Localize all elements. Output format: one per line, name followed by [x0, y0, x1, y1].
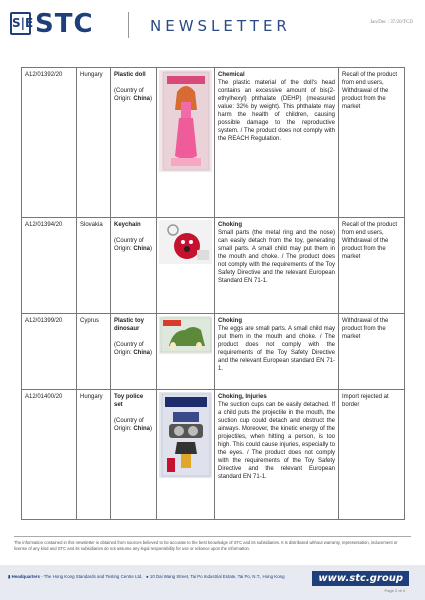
risk-description [215, 314, 339, 390]
measures-taken: Import rejected at border [339, 390, 405, 520]
hq-address: 10 Dai Wang Street, Tai Po Industrial Estate, Tai Po, N.T., Hong Kong [149, 574, 285, 579]
product-name: Plastic doll [114, 72, 146, 78]
risk-description [215, 218, 339, 314]
building-icon: ▮ [8, 574, 11, 579]
origin-country: China [133, 96, 151, 102]
hq-org: - The Hong Kong Standards and Testing Centre Ltd. [39, 574, 143, 579]
risk-type: Choking, Injuries [218, 394, 267, 400]
measures-taken: Recall of the product from end users, Withdrawal of the product from the market [339, 218, 405, 314]
risk-description [215, 68, 339, 218]
notification-id: A12/01394/20 [22, 218, 77, 314]
notifying-country: Slovakia [77, 218, 111, 314]
toy-police-set-photo [159, 392, 212, 478]
headquarters-info [8, 574, 285, 580]
origin-label: (Country of Origin: China) [114, 418, 153, 432]
notifying-country: Hungary [77, 68, 111, 218]
plastic-doll-photo [159, 70, 212, 172]
notification-id: A12/01400/20 [22, 390, 77, 520]
reference-code: Jan/Dec : 37/20/TCD [370, 20, 413, 25]
page-number: Page 2 of 4 [384, 588, 405, 593]
toy-dinosaur-photo [159, 316, 212, 354]
stc-logo-icon: S|E [10, 12, 31, 35]
risk-type: Chemical [218, 72, 245, 78]
product-image-cell [157, 314, 215, 390]
risk-type: Choking [218, 318, 242, 324]
newsletter-title: NEWSLETTER [150, 17, 291, 35]
notification-id: A12/01392/20 [22, 68, 77, 218]
product-cell [111, 314, 157, 390]
origin-country: China [133, 350, 151, 356]
product-image-cell [157, 68, 215, 218]
risk-type: Choking [218, 222, 242, 228]
website-link[interactable]: www.stc.group [312, 571, 409, 586]
measures-taken: Recall of the product from end users, Withdrawal of the product from the market [339, 68, 405, 218]
recall-table [21, 67, 405, 520]
notifying-country: Cyprus [77, 314, 111, 390]
product-image-cell [157, 390, 215, 520]
table-row [22, 218, 405, 314]
origin-label: (Country of Origin: China) [114, 342, 153, 356]
description-text: The suction cups can be easily detached. If a child puts the projectile in the mouth, the suction cup could detach and obstruct the airways. Moreover, the kinetic energy of the projectiles, when hitting a person, is too high. This could cause injuries, especially to the eyes. / The product does not comply with the requirements of the Toy Safety Directive and the relevant European standard EN 71-1. [218, 402, 335, 480]
product-name: Toy police set [114, 394, 144, 408]
origin-label: (Country of Origin: China) [114, 238, 153, 252]
product-cell [111, 218, 157, 314]
description-text: Small parts (the metal ring and the nose) can easily detach from the toy, generating small parts. A small child may put them in the mouth and choke. / The product does not comply with the requirements of the Toy Safety Directive and the relevant European Standard EN 71-1. [218, 230, 335, 284]
product-image-cell [157, 218, 215, 314]
page-header [0, 0, 425, 48]
description-text: The eggs are small parts. A small child may put them in the mouth and choke. / The product does not comply with the requirements of the Toy Safety Directive and the relevant European standard EN 71-1. [218, 326, 335, 372]
product-cell [111, 68, 157, 218]
risk-description [215, 390, 339, 520]
header-divider [128, 12, 129, 38]
notification-id: A12/01399/20 [22, 314, 77, 390]
disclaimer-text: The information contained in this newsletter is obtained from sources believed to be accurate to the best knowledge of STC and its subsidiaries. It is distributed without warranty, representation, inducement or license of any kind and STC and its subsidiaries do not assume any legal responsibility for use or reliance upon the information. [14, 540, 398, 551]
origin-country: China [133, 426, 151, 432]
stc-logo-text: STC [35, 9, 94, 39]
hq-label: Headquarters [11, 574, 40, 579]
table-row [22, 390, 405, 520]
origin-country: China [133, 246, 151, 252]
product-name: Plastic toy dinosaur [114, 318, 145, 332]
footer-divider [14, 536, 411, 537]
origin-label: (Country of Origin: China) [114, 88, 153, 102]
product-cell [111, 390, 157, 520]
table-row [22, 314, 405, 390]
measures-taken: Withdrawal of the product from the market [339, 314, 405, 390]
location-pin-icon: ● [146, 574, 149, 579]
description-text: The plastic material of the doll's head contains an excessive amount of bis(2-ethylhexyl) phthalate (DEHP) (measured value: 32% by weight). This phthalate may harm the health of children, causing possible damage to the reproductive system. / The product does not comply with the REACH Regulation. [218, 80, 335, 142]
notifying-country: Hungary [77, 390, 111, 520]
keychain-photo [159, 220, 212, 264]
table-row [22, 68, 405, 218]
product-name: Keychain [114, 222, 141, 228]
